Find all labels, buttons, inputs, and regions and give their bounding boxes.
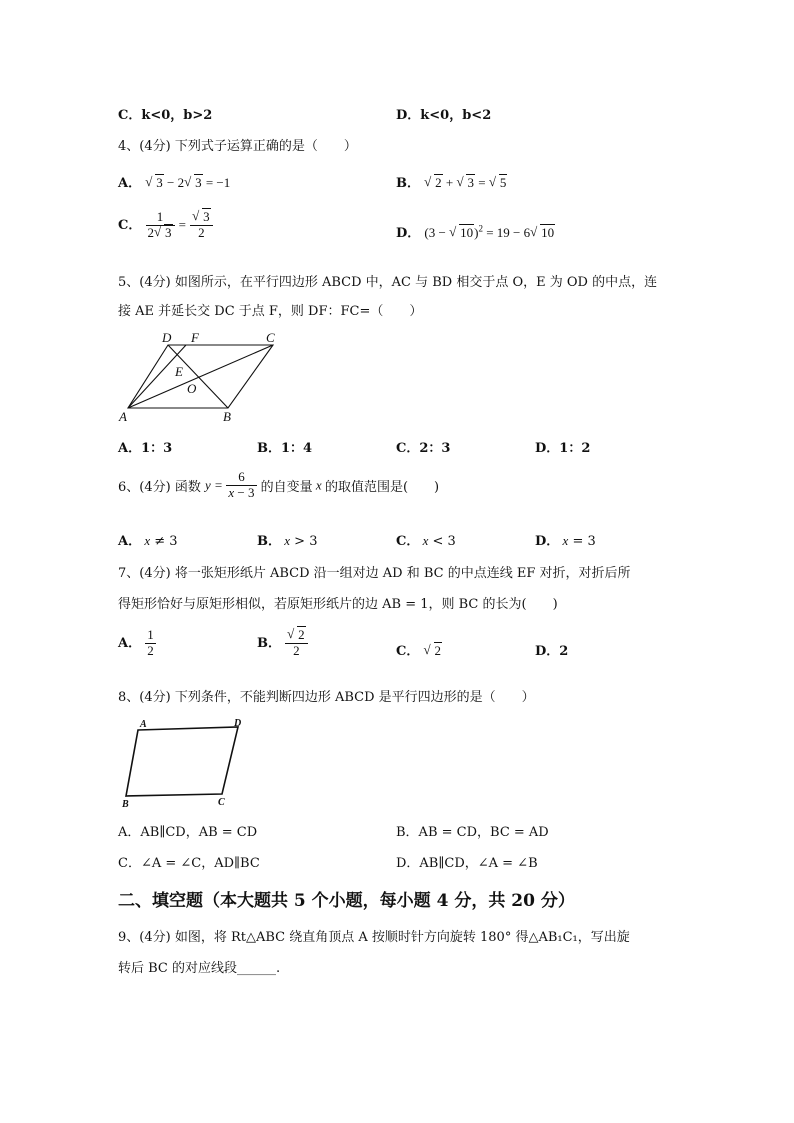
q5-option-b: B．1：4 bbox=[257, 441, 313, 456]
q5-stem-line1: 5、(4分) 如图所示，在平行四边形 ABCD 中，AC 与 BD 相交于点 O，E 为 OD 的中点，连 bbox=[118, 275, 658, 290]
q5-option-c: C．2：3 bbox=[396, 441, 451, 456]
q9-line1: 9、(4分) 如图，将 Rt△ABC 绕直角顶点 A 按顺时针方向旋转 180° 得△AB₁C₁，写出旋 bbox=[118, 930, 630, 945]
label-b: B bbox=[223, 409, 231, 424]
q4-option-d: D． (3 − √ 10)$^2$ = 19 − 6√ 10 bbox=[396, 222, 555, 241]
q8-option-c: C．∠A = ∠C，AD∥BC bbox=[118, 856, 260, 871]
q6-option-b: B． x > 3 bbox=[257, 533, 318, 549]
label-b: B bbox=[122, 799, 129, 810]
q6-option-d: D． x = 3 bbox=[535, 533, 596, 549]
q7-option-a: A． $\frac{1}{2}$ bbox=[118, 627, 154, 658]
q5-option-d: D．1：2 bbox=[535, 441, 591, 456]
q6-option-a: A． x ≠ 3 bbox=[118, 533, 178, 549]
q4-option-a: A． √ 3 − 2√ 3 = −1 bbox=[118, 172, 230, 191]
q4-stem: 4、(4分) 下列式子运算正确的是（ ） bbox=[118, 139, 357, 154]
q7-line2: 得矩形恰好与原矩形相似，若原矩形纸片的边 AB = 1，则 BC 的长为( ) bbox=[118, 597, 558, 612]
label-e: E bbox=[175, 364, 183, 379]
parallelogram-figure-q5 bbox=[118, 330, 288, 424]
section-heading-fill-in: 二、填空题（本大题共 5 个小题，每小题 4 分，共 20 分） bbox=[118, 891, 575, 911]
label-o: O bbox=[187, 381, 197, 396]
q5-stem-line2: 接 AE 并延长交 DC 于点 F，则 DF：FC=（ ） bbox=[118, 304, 423, 319]
label-c: C bbox=[218, 797, 225, 808]
q9-line2: 转后 BC 的对应线段______. bbox=[118, 961, 281, 976]
q8-option-a: A．AB∥CD，AB = CD bbox=[118, 825, 258, 840]
label-f: F bbox=[191, 330, 199, 345]
q3-option-d: D．k<0，b<2 bbox=[396, 108, 492, 123]
q4-option-b: B． √ 2 + √ 3 = √ 5 bbox=[396, 172, 507, 191]
quadrilateral-figure-q8 bbox=[118, 716, 248, 810]
label-d: D bbox=[162, 330, 172, 345]
label-d: D bbox=[234, 718, 242, 729]
label-a: A bbox=[119, 409, 127, 424]
q7-option-c: C． √ 2 bbox=[396, 640, 442, 659]
q8-stem: 8、(4分) 下列条件，不能判断四边形 ABCD 是平行四边形的是（ ） bbox=[118, 690, 535, 705]
q8-option-b: B．AB = CD，BC = AD bbox=[396, 825, 549, 840]
q7-option-b: B． √ $\frac{2}{2}$ bbox=[257, 628, 308, 659]
q6-option-c: C． x < 3 bbox=[396, 533, 456, 549]
q6-stem: 6、(4分) 函数 y = $\frac{6}{x - 3}$ 的自变量 x 的取值范围是( ) bbox=[118, 469, 440, 500]
q5-option-a: A．1：3 bbox=[118, 441, 173, 456]
q7-option-d: D．2 bbox=[535, 644, 569, 659]
label-a: A bbox=[140, 719, 147, 730]
label-c: C bbox=[266, 330, 275, 345]
q7-line1: 7、(4分) 将一张矩形纸片 ABCD 沿一组对边 AD 和 BC 的中点连线 EF 对折，对折后所 bbox=[118, 566, 631, 581]
q3-option-c: C．k<0，b>2 bbox=[118, 108, 213, 123]
q4-option-c: C． $\frac{1}{2√ 3}$ = √ $\frac{3}{2}$ bbox=[118, 210, 213, 241]
q8-option-d: D．AB∥CD，∠A = ∠B bbox=[396, 856, 538, 871]
